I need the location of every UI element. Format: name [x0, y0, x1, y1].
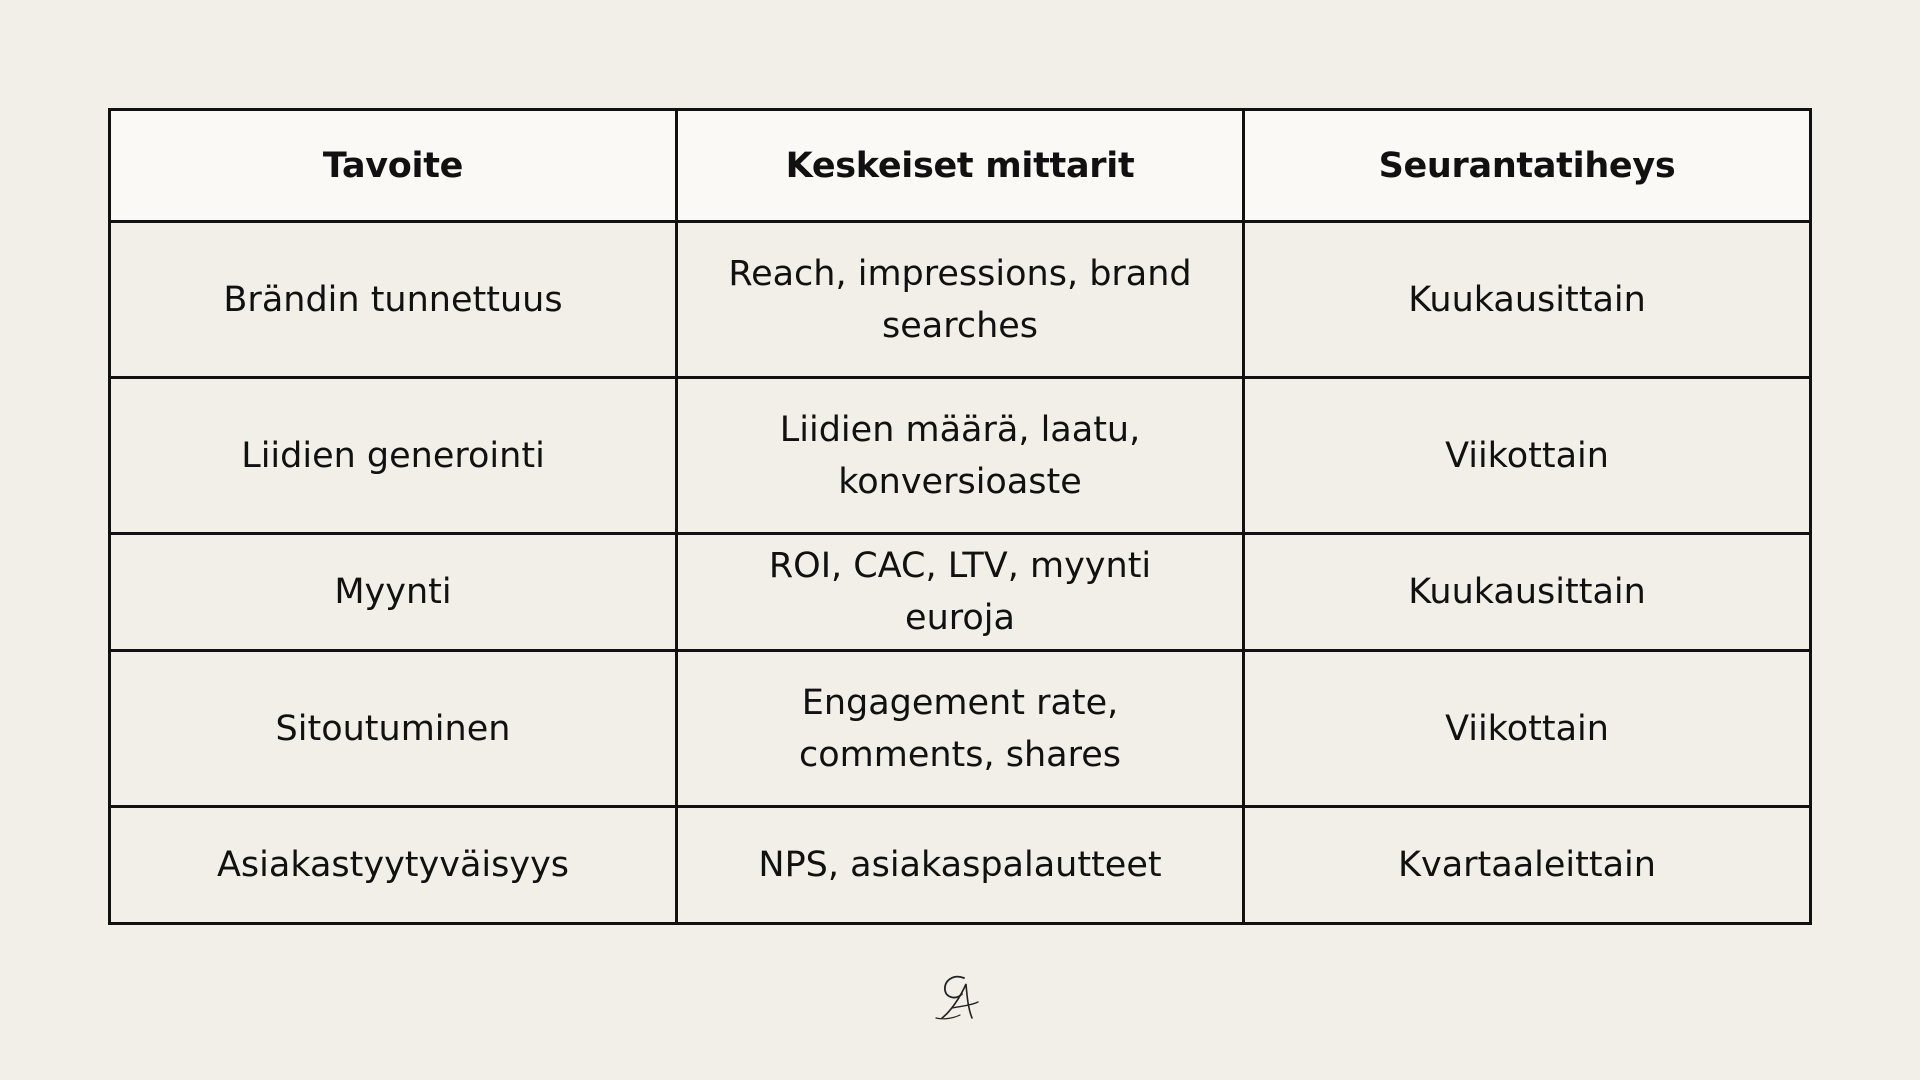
monogram-logo-graphic — [930, 968, 990, 1028]
goal-cell: Liidien generointi — [110, 378, 677, 534]
goals-metrics-table — [108, 108, 1812, 925]
frequency-cell: Kvartaaleittain — [1244, 807, 1811, 924]
monogram-ca-icon — [930, 968, 990, 1028]
table-row — [110, 534, 1811, 651]
metrics-cell: Engagement rate, comments, shares — [677, 651, 1244, 807]
table-row — [110, 378, 1811, 534]
table-row — [110, 807, 1811, 924]
column-header-frequency: Seurantatiheys — [1244, 110, 1811, 222]
metrics-cell: NPS, asiakaspalautteet — [677, 807, 1244, 924]
goal-cell: Brändin tunnettuus — [110, 222, 677, 378]
metrics-cell: Liidien määrä, laatu, konversioaste — [677, 378, 1244, 534]
frequency-cell: Viikottain — [1244, 378, 1811, 534]
column-header-goal: Tavoite — [110, 110, 677, 222]
goals-table-container — [108, 108, 1812, 925]
table-row — [110, 651, 1811, 807]
frequency-cell: Kuukausittain — [1244, 222, 1811, 378]
metrics-cell: ROI, CAC, LTV, myynti euroja — [677, 534, 1244, 651]
goal-cell: Asiakastyytyväisyys — [110, 807, 677, 924]
table-row — [110, 222, 1811, 378]
goal-cell: Sitoutuminen — [110, 651, 677, 807]
metrics-cell: Reach, impressions, brand searches — [677, 222, 1244, 378]
column-header-key-metrics: Keskeiset mittarit — [677, 110, 1244, 222]
frequency-cell: Viikottain — [1244, 651, 1811, 807]
goal-cell: Myynti — [110, 534, 677, 651]
frequency-cell: Kuukausittain — [1244, 534, 1811, 651]
table-header-row — [110, 110, 1811, 222]
